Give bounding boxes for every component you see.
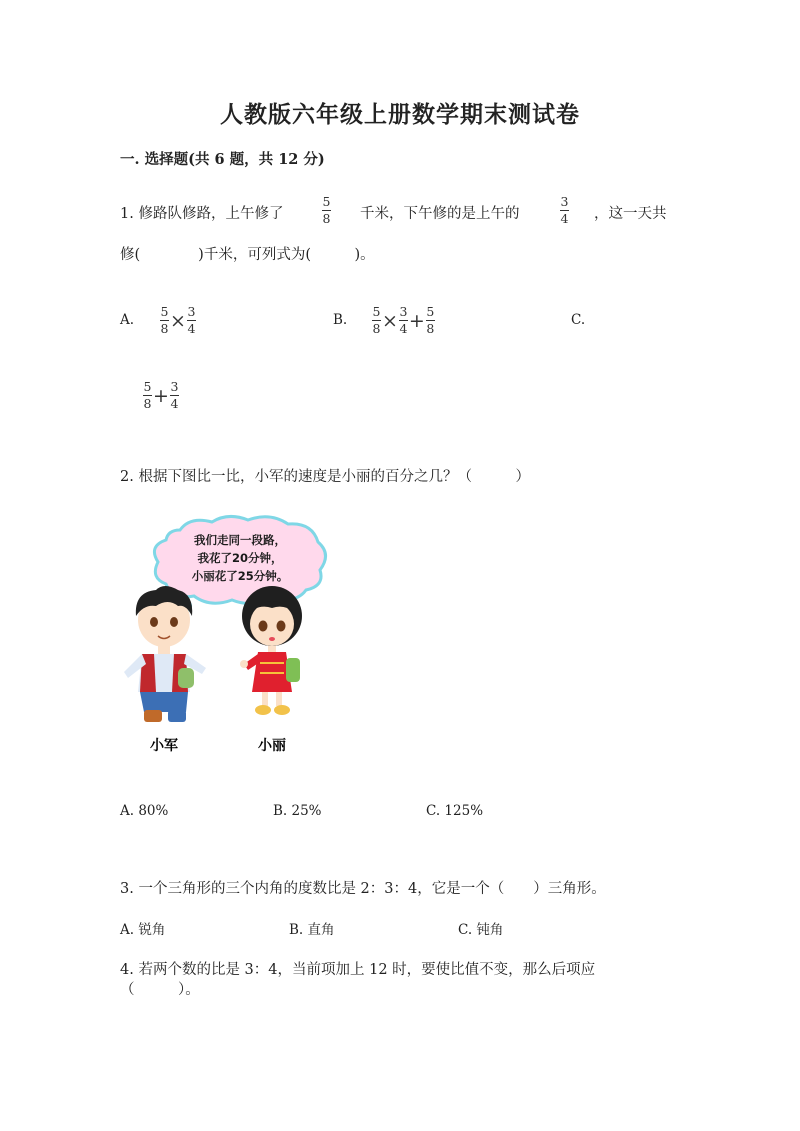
q1-fraction-a (322, 195, 331, 226)
plus-sign: + (153, 384, 169, 407)
denominator: 4 (170, 396, 179, 411)
numerator: 3 (170, 379, 179, 394)
q2-option-b[interactable]: B. 25% (273, 803, 322, 819)
bubble-line-1: 我们走同一段路， (194, 533, 286, 547)
girl-figure (240, 586, 302, 715)
q4-line2: （ ）。 (120, 982, 200, 998)
q2-text: 2. 根据下图比一比，小军的速度是小丽的百分之几？（ ） (120, 469, 530, 485)
fraction (187, 305, 196, 336)
plus-sign: + (408, 309, 425, 332)
numerator: 5 (160, 304, 169, 319)
fraction (426, 305, 435, 336)
fraction (399, 305, 408, 336)
page-title: 人教版六年级上册数学期末测试卷 (220, 101, 580, 128)
times-sign: × (170, 309, 186, 332)
q2-option-c[interactable]: C. 125% (426, 803, 484, 819)
fraction (143, 380, 152, 411)
numerator: 5 (372, 304, 381, 319)
q1-frac-b-num: 3 (560, 194, 569, 209)
q4-line1: 4. 若两个数的比是 3：4，当前项加上 12 时，要使比值不变，那么后项应 (120, 962, 596, 978)
fraction (372, 305, 381, 336)
numerator: 3 (187, 304, 196, 319)
q1-option-a-label[interactable]: A. (120, 312, 135, 328)
denominator: 4 (187, 321, 196, 336)
q1-option-b-label[interactable]: B. (333, 312, 348, 328)
girl-name: 小丽 (258, 738, 286, 754)
numerator: 5 (426, 304, 435, 319)
q1-line1-middle: 千米，下午修的是上午的 (360, 206, 520, 222)
denominator: 4 (399, 321, 408, 336)
q1-option-a-expr[interactable] (160, 305, 196, 336)
q1-option-c-expr[interactable] (143, 380, 179, 411)
numerator: 3 (399, 304, 408, 319)
boy-figure (124, 586, 206, 722)
q1-frac-b-den: 4 (560, 211, 569, 226)
fraction (170, 380, 179, 411)
times-sign: × (382, 309, 398, 332)
denominator: 8 (426, 321, 435, 336)
q3-text: 3. 一个三角形的三个内角的度数比是 2：3：4，它是一个（ ）三角形。 (120, 881, 606, 897)
numerator: 5 (143, 379, 152, 394)
bubble-line-2: 我花了20分钟， (197, 551, 283, 565)
q3-option-b[interactable]: B. 直角 (289, 922, 335, 938)
denominator: 8 (372, 321, 381, 336)
q2-option-a[interactable]: A. 80% (120, 803, 169, 819)
q1-frac-a-den: 8 (322, 211, 331, 226)
q1-option-c-label[interactable]: C. (571, 312, 586, 328)
fraction (160, 305, 169, 336)
q1-fraction-b (560, 195, 569, 226)
section-heading: 一. 选择题(共 6 题，共 12 分) (120, 151, 325, 168)
denominator: 8 (143, 396, 152, 411)
q3-option-c[interactable]: C. 钝角 (458, 922, 504, 938)
q1-line1-end: ，这一天共 (594, 206, 667, 222)
q1-line2: 修( )千米，可列式为( )。 (120, 247, 375, 263)
q3-option-a[interactable]: A. 锐角 (120, 922, 166, 938)
q2-illustration (120, 512, 340, 762)
q1-frac-a-num: 5 (322, 194, 331, 209)
denominator: 8 (160, 321, 169, 336)
q1-option-b-expr[interactable] (372, 305, 435, 336)
boy-name: 小军 (150, 738, 178, 754)
bubble-line-3: 小丽花了25分钟。 (191, 569, 289, 583)
q1-line1-start: 1. 修路队修路，上午修了 (120, 206, 284, 222)
